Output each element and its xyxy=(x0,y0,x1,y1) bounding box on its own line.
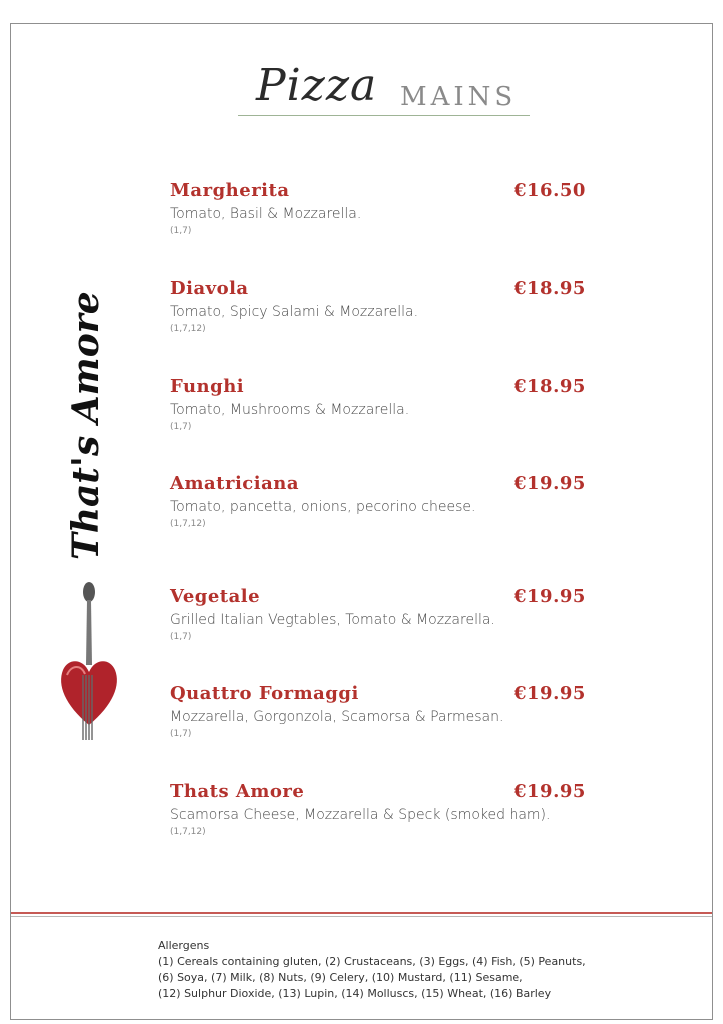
mains-title: MAINS xyxy=(400,82,517,112)
item-allergens: (1,7) xyxy=(170,729,192,739)
item-name: Funghi xyxy=(170,376,245,397)
allergens-legend xyxy=(158,938,628,1002)
item-description: Scamorsa Cheese, Mozzarella & Speck (smoked ham). xyxy=(170,807,551,823)
page-frame xyxy=(10,23,713,1020)
item-name: Quattro Formaggi xyxy=(170,683,359,704)
allergens-line: (6) Soya, (7) Milk, (8) Nuts, (9) Celery, (10) Mustard, (11) Sesame, xyxy=(158,971,523,984)
item-allergens: (1,7,12) xyxy=(170,827,206,837)
item-name: Diavola xyxy=(170,278,249,299)
item-allergens: (1,7,12) xyxy=(170,519,206,529)
item-price: €19.95 xyxy=(514,586,586,607)
item-name: Thats Amore xyxy=(170,781,305,802)
item-description: Tomato, pancetta, onions, pecorino cheese. xyxy=(170,499,476,515)
item-price: €19.95 xyxy=(514,781,586,802)
header-underline xyxy=(238,115,530,116)
item-name: Amatriciana xyxy=(170,473,300,494)
item-price: €18.95 xyxy=(514,278,586,299)
item-price: €16.50 xyxy=(514,180,586,201)
item-description: Tomato, Basil & Mozzarella. xyxy=(170,206,362,222)
item-name: Vegetale xyxy=(170,586,261,607)
item-description: Tomato, Mushrooms & Mozzarella. xyxy=(170,402,410,418)
fork-heart-icon xyxy=(55,580,123,745)
item-allergens: (1,7) xyxy=(170,422,192,432)
item-allergens: (1,7) xyxy=(170,226,192,236)
item-price: €19.95 xyxy=(514,473,586,494)
item-price: €19.95 xyxy=(514,683,586,704)
menu-header xyxy=(238,60,530,120)
footer-divider-red xyxy=(11,912,712,914)
item-allergens: (1,7,12) xyxy=(170,324,206,334)
item-description: Grilled Italian Vegtables, Tomato & Mozzarella. xyxy=(170,612,495,628)
item-description: Tomato, Spicy Salami & Mozzarella. xyxy=(170,304,419,320)
item-price: €18.95 xyxy=(514,376,586,397)
brand-vertical-text: That's Amore xyxy=(65,291,107,560)
item-description: Mozzarella, Gorgonzola, Scamorsa & Parmesan. xyxy=(170,709,504,725)
footer-divider-grey xyxy=(11,916,712,917)
allergens-line: (1) Cereals containing gluten, (2) Crustaceans, (3) Eggs, (4) Fish, (5) Peanuts, xyxy=(158,955,586,968)
item-allergens: (1,7) xyxy=(170,632,192,642)
allergens-line: (12) Sulphur Dioxide, (13) Lupin, (14) Molluscs, (15) Wheat, (16) Barley xyxy=(158,987,552,1000)
item-name: Margherita xyxy=(170,180,290,201)
allergens-title: Allergens xyxy=(158,939,210,952)
pizza-title: Pizza xyxy=(256,60,378,111)
